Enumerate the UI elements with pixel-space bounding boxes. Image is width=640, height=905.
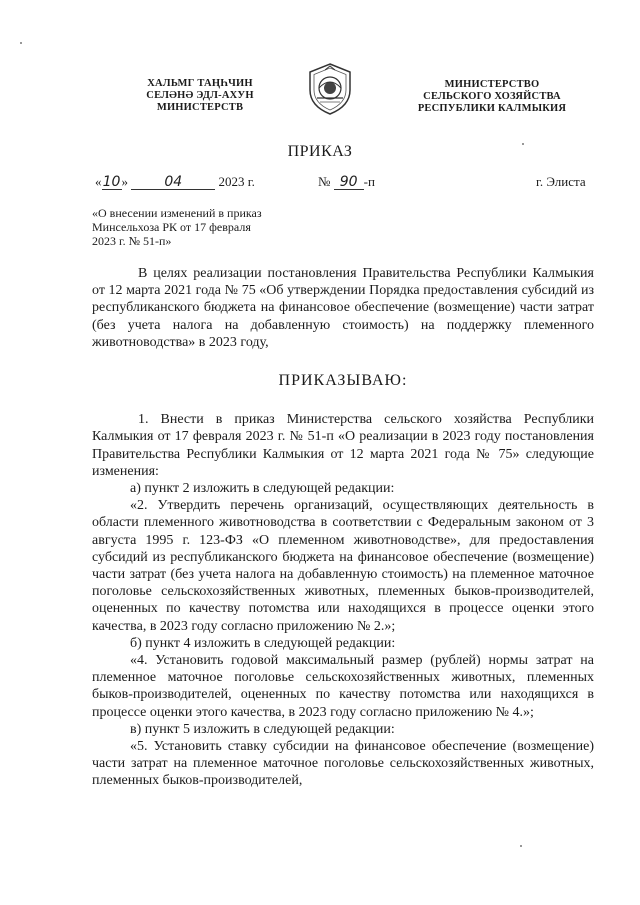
order-number: [318, 174, 375, 190]
header-left-line-2: СЕЛӘНӘ ЭДЛ-АХУН: [146, 90, 254, 101]
date-month: 04: [131, 175, 215, 190]
order-paragraph: «5. Установить ставку субсидии на финансовое обеспечение (возмещение) части затрат на племенное маточное поголовье сельскохозяйственных животных, племенных быков-производителей,: [92, 739, 594, 789]
kalmykia-emblem-icon: [305, 62, 355, 116]
number-value: 90: [334, 175, 364, 190]
order-paragraph: 1. Внести в приказ Министерства сельского хозяйства Республики Калмыкия от 17 февраля 2023 г. № 51-п «О реализации в 2023 году постановления Правительства Республики Калмыкия от 12 марта 2021 года № 75» следующие изменения:: [92, 412, 594, 479]
header-russian-ministry: [402, 79, 582, 115]
date-day: 10: [102, 174, 121, 190]
preamble-paragraph: В целях реализации постановления Правительства Республики Калмыкия от 12 марта 2021 года № 75 «Об утверждении Порядка предоставления субсидий из республиканского бюджета на финансовое обеспечение (возмещение) части затрат (без учета налога на добавленную стоимость) на поддержку племенного животноводства» в 2023 году,: [92, 266, 594, 350]
header-right-line-3: РЕСПУБЛИКИ КАЛМЫКИЯ: [417, 103, 567, 114]
order-paragraph: «4. Установить годовой максимальный размер (рублей) нормы затрат на племенное маточное поголовье сельскохозяйственных животных, племенных быков-производителей, оцененных по качеству потомства или находящихся в процессе оценки этого качества, в 2023 году согласно приложению № 4.»;: [92, 653, 594, 720]
order-city: г. Элиста: [536, 174, 586, 189]
header-left-line-3: МИНИСТЕРСТВ: [156, 102, 244, 113]
subject-line-1: «О внесении изменений в приказ: [92, 206, 262, 220]
number-prefix: №: [318, 174, 331, 189]
header-left-line-1: ХАЛЬМГ ТАҢҺЧИН: [147, 78, 253, 89]
order-heading: ПРИКАЗЫВАЮ:: [278, 372, 408, 390]
subject-line-2: Минсельхоза РК от 17 февраля: [92, 220, 251, 234]
header-right-line-2: СЕЛЬСКОГО ХОЗЯЙСТВА: [423, 91, 561, 102]
order-paragraph: а) пункт 2 изложить в следующей редакции:: [130, 481, 395, 497]
order-paragraphs: [92, 411, 594, 789]
document-body: [92, 265, 594, 790]
subject-line-3: 2023 г. № 51-п»: [92, 234, 172, 248]
scan-speck: [522, 143, 524, 145]
order-paragraph: «2. Утвердить перечень организаций, осуществляющих деятельность в области племенного животноводства в соответствии с Федеральным законом от 3 августа 1995 г. 123-ФЗ «О племенном животноводстве», для предоставления субсидий из республиканского бюджета на финансовое обеспечение (возмещение) части затрат (без учета налога на добавленную стоимость) на племенное маточное поголовье сельскохозяйственных животных, племенных быков-производителей, оцененных по качеству потомства или находящихся в процессе оценки этого качества, в 2023 году согласно приложению № 2.»;: [92, 498, 594, 634]
date-close-quote: »: [121, 174, 128, 189]
date-year: 2023 г.: [218, 174, 255, 189]
order-subject: [92, 206, 302, 248]
header-right-line-1: МИНИСТЕРСТВО: [444, 79, 540, 90]
order-date: [95, 174, 255, 190]
order-paragraph: в) пункт 5 изложить в следующей редакции:: [130, 721, 395, 737]
scan-speck: [20, 42, 22, 44]
scan-speck: [520, 845, 522, 847]
header-kalmyk-ministry: [120, 78, 280, 114]
number-suffix: -п: [363, 174, 375, 189]
order-paragraph: б) пункт 4 изложить в следующей редакции:: [130, 635, 396, 651]
document-title: ПРИКАЗ: [287, 143, 353, 160]
date-open-quote: «: [95, 174, 102, 189]
